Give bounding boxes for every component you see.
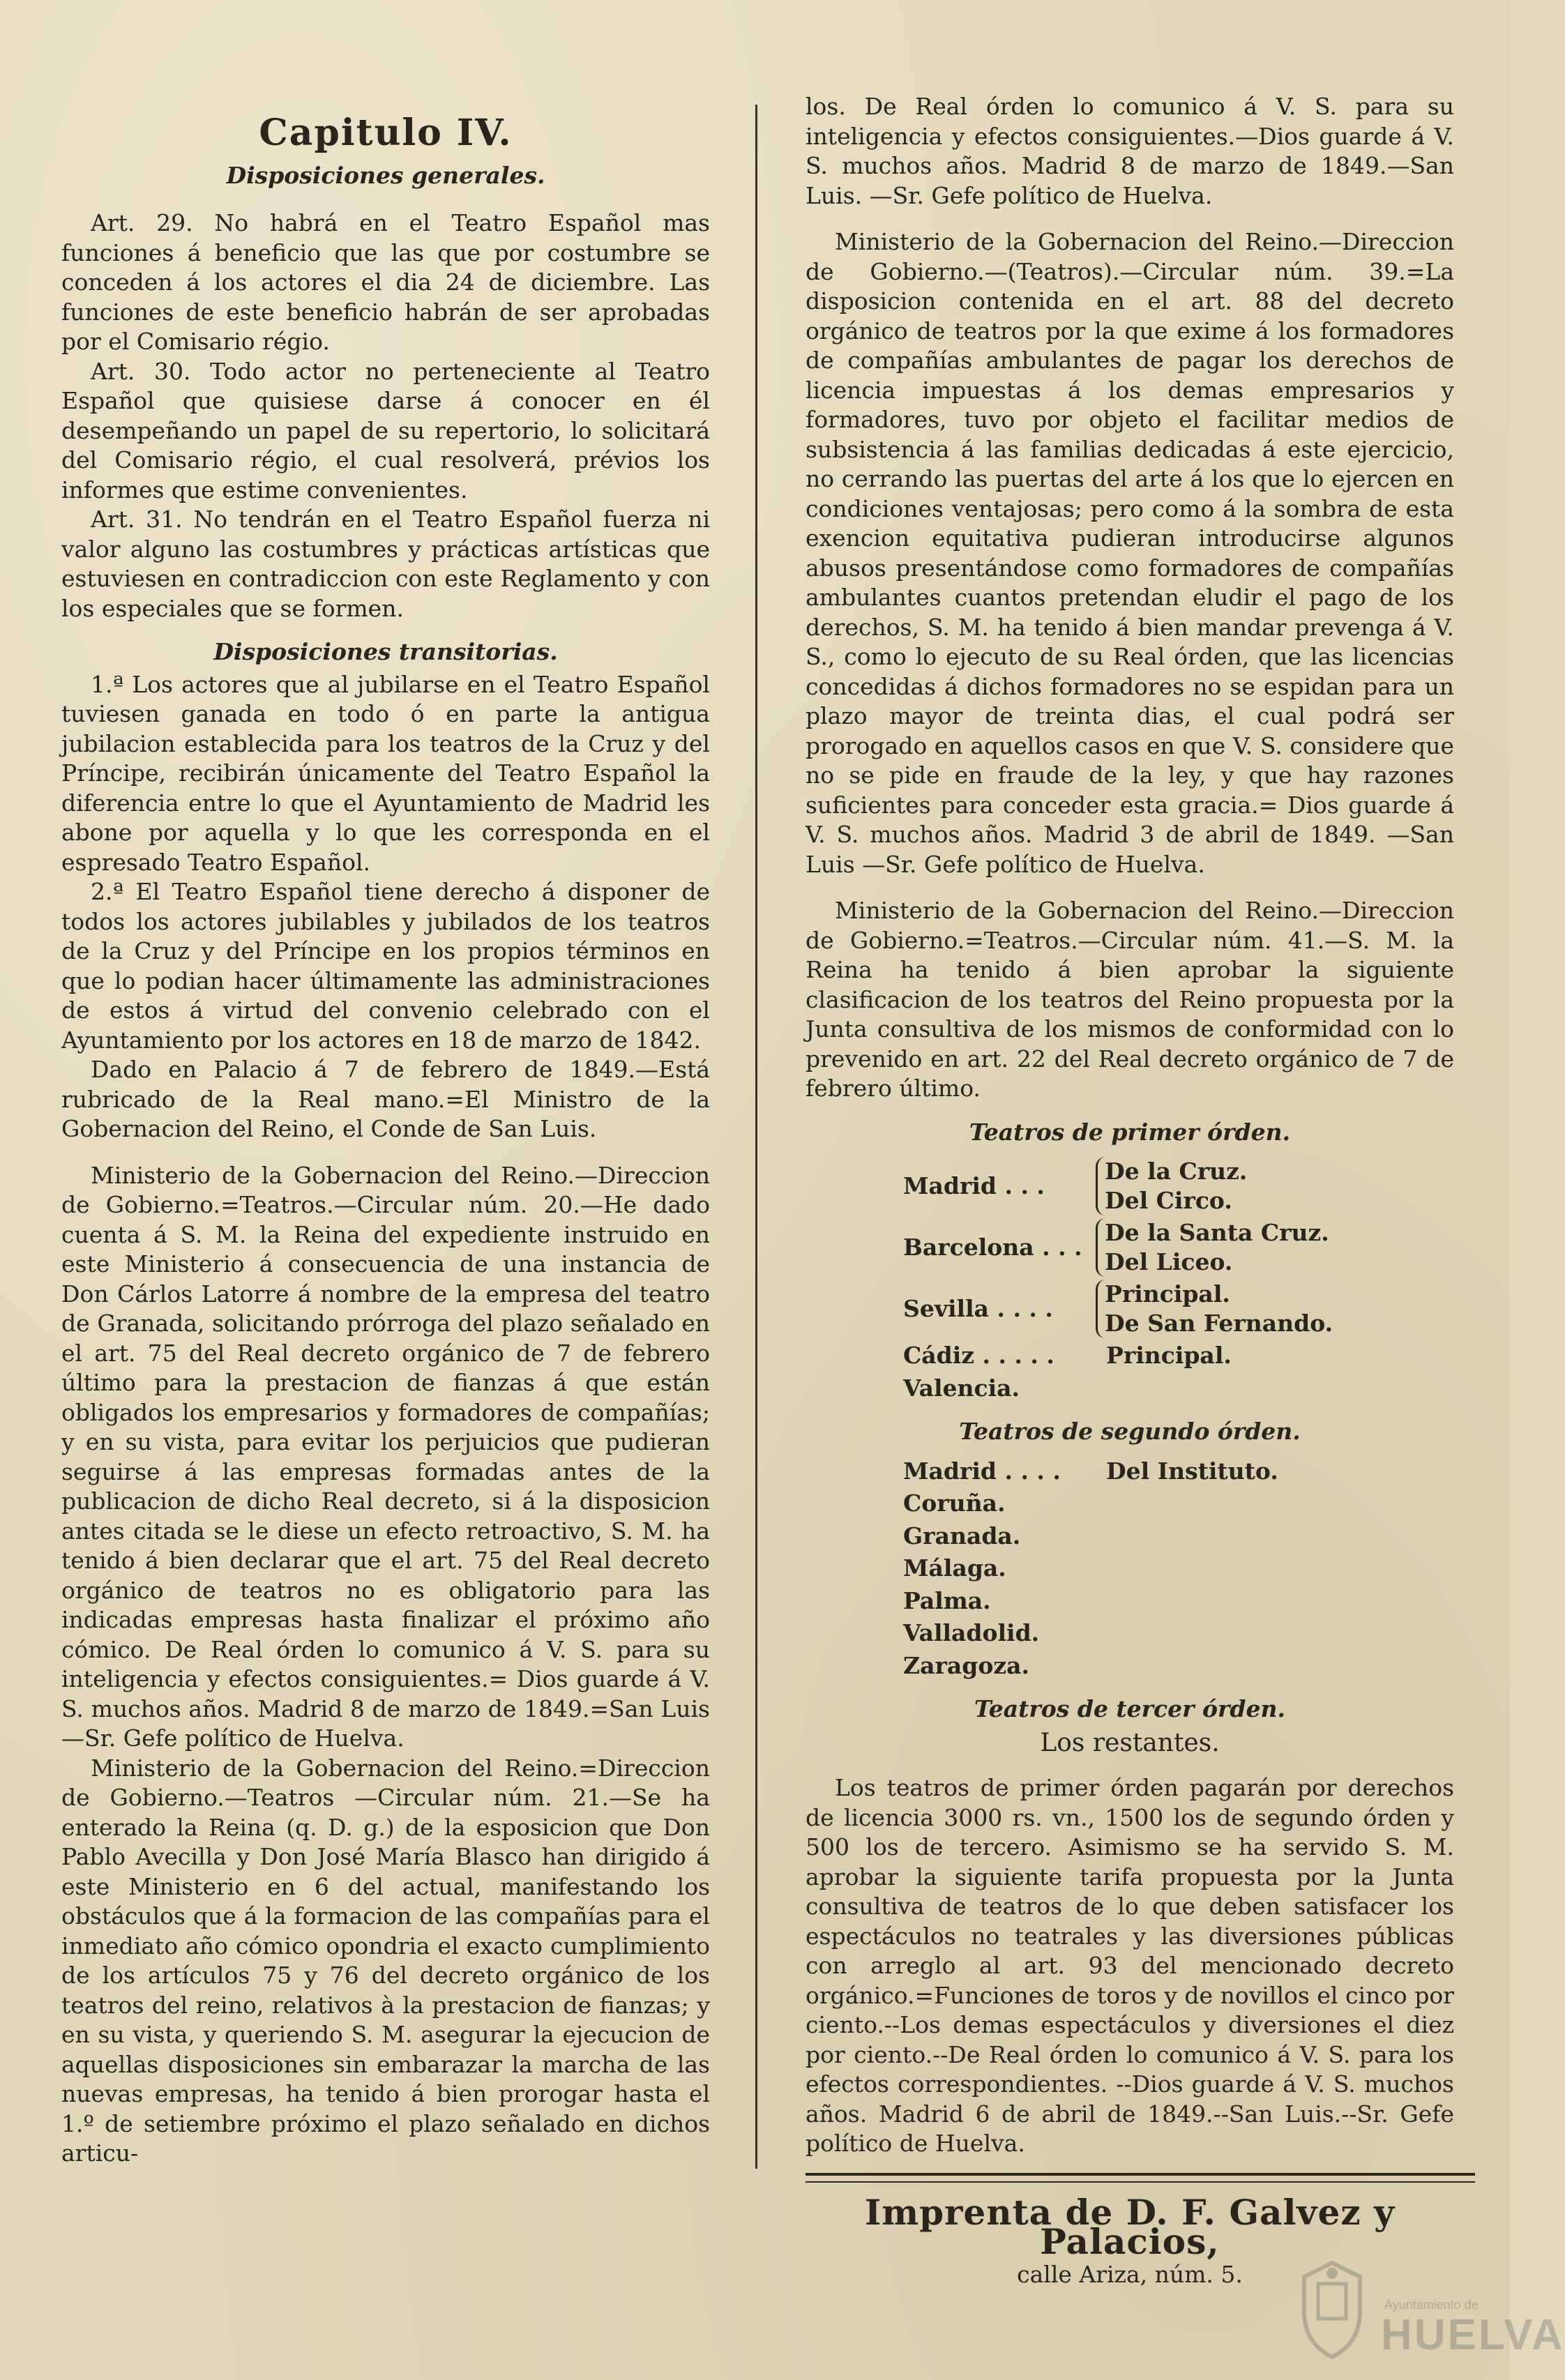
circular-21-continuation: los. De Real órden lo comunico á V. S. para su inteligencia y efectos consiguientes.—Dios guarde á V. S. muchos años. Madrid 8 de marzo de 1849.—San Luis. —Sr. Gefe político de Huelva. bbox=[806, 93, 1454, 209]
second-order-title: Teatros de segundo órden. bbox=[959, 1418, 1301, 1445]
theatre-name: De la Santa Cruz. bbox=[1105, 1219, 1329, 1246]
second-order-table bbox=[903, 1457, 1454, 1681]
second-row bbox=[903, 1457, 1454, 1487]
section-heading-transitory: Disposiciones transitorias. bbox=[213, 638, 558, 665]
theatre-city: Valladolid. bbox=[903, 1619, 1040, 1646]
theatre-city: Valencia. bbox=[903, 1374, 1020, 1402]
theatre-city: Sevilla . . . . bbox=[903, 1294, 1053, 1322]
second-row bbox=[903, 1619, 1454, 1648]
chapter-title: Capitulo IV. bbox=[259, 112, 513, 154]
transitory-1: 1.ª Los actores que al jubilarse en el Teatro Español tuviesen ganada en todo ó en parte la antigua jubilacion establecida para los teatros de la Cruz y del Príncipe, recibirán únicamente del Teatro Español la diferencia entre lo que el Ayuntamiento de Madrid les abone por aquella y lo que les corresponda en el espresado Teatro Español. bbox=[61, 670, 710, 876]
transitory-2: 2.ª El Teatro Español tiene derecho á disponer de todos los actores jubilables y jubilados de los teatros de la Cruz y del Príncipe en los propios términos en que lo podian hacer últimamente las administraciones de estos á virtud del convenio celebrado con el Ayuntamiento por los actores en 18 de marzo de 1842. bbox=[61, 878, 710, 1054]
first-order-table bbox=[903, 1157, 1454, 1403]
theatre-name: De la Cruz. bbox=[1105, 1158, 1248, 1185]
theatre-city: Zaragoza. bbox=[903, 1651, 1029, 1679]
second-row bbox=[903, 1489, 1454, 1519]
section-heading-general: Disposiciones generales. bbox=[226, 161, 545, 189]
first-row bbox=[903, 1280, 1454, 1338]
theatre-name: De San Fernando. bbox=[1105, 1310, 1333, 1337]
second-row bbox=[903, 1651, 1454, 1681]
theatre-names bbox=[1096, 1218, 1329, 1277]
article-30: Art. 30. Todo actor no perteneciente al Teatro Español que quisiese darse á conocer en él desempeñando un papel de su repertorio, lo solicitará del Comisario régio, el cual resolverá, prévios los informes que estime convenientes. bbox=[61, 357, 710, 503]
circular-21: Ministerio de la Gobernacion del Reino.=Direccion de Gobierno.—Teatros —Circular núm. 21.—Se ha enterado la Reina (q. D. g.) de la esposicion que Don Pablo Avecilla y Don José María Blasco han dirigido á este Ministerio en 6 del actual, manifestando los obstáculos que á la formacion de las compañías para el inmediato año cómico opondria el exacto cumplimiento de los artículos 75 y 76 del decreto orgánico de los teatros del reino, relativos à la prestacion de fianzas; y en su vista, y queriendo S. M. asegurar la ejecucion de aquellas disposiciones sin embarazar la marcha de las nuevas empresas, ha tenido á bien prorogar hasta el 1.º de setiembre próximo el plazo señalado en dichos articu- bbox=[61, 1754, 710, 2167]
theatre-city: Barcelona . . . bbox=[903, 1233, 1082, 1261]
first-row bbox=[903, 1218, 1454, 1277]
circular-41: Ministerio de la Gobernacion del Reino.—Direccion de Gobierno.=Teatros.—Circular núm. 41.—S. M. la Reina ha tenido á bien aprobar la siguiente clasificacion de los teatros del Reino propuesta por la Junta consultiva de los mismos de conformidad con lo prevenido en art. 22 del Real decreto orgánico de 7 de febrero último. bbox=[806, 897, 1454, 1102]
theatre-names bbox=[1091, 1457, 1278, 1486]
left-column bbox=[61, 98, 710, 2169]
closing-paragraph: Los teatros de primer órden pagarán por derechos de licencia 3000 rs. vn., 1500 los de segundo órden y 500 los de tercero. Asimismo se ha servido S. M. aprobar la siguiente tarifa propuesta por la Junta consultiva de teatros de lo que deben satisfacer los espectáculos no teatrales y las diversiones públicas con arreglo al art. 93 del mencionado decreto orgánico.=Funciones de toros y de novillos el cinco por ciento.--Los demas espectáculos y diversiones el diez por ciento.--De Real órden lo comunico á V. S. para los efectos correspondientes. --Dios guarde á V. S. muchos años. Madrid 6 de abril de 1849.--San Luis.--Sr. Gefe político de Huelva. bbox=[806, 1774, 1454, 2157]
watermark-label-big: HUELVA bbox=[1381, 2311, 1565, 2359]
printer-address: calle Ariza, núm. 5. bbox=[1017, 2260, 1243, 2288]
decree-signature: Dado en Palacio á 7 de febrero de 1849.—Está rubricado de la Real mano.=El Ministro de la Gobernacion del Reino, el Conde de San Luis. bbox=[61, 1056, 710, 1142]
theatre-city: Madrid . . . bbox=[903, 1172, 1045, 1199]
first-row bbox=[903, 1157, 1454, 1215]
theatre-names bbox=[1091, 1341, 1232, 1370]
third-order-remaining: Los restantes. bbox=[1040, 1728, 1220, 1757]
coat-of-arms-icon bbox=[1290, 2256, 1374, 2360]
theatre-name: Del Liceo. bbox=[1105, 1248, 1233, 1275]
watermark-label-small: Ayuntamiento de bbox=[1384, 2298, 1479, 2312]
circular-20: Ministerio de la Gobernacion del Reino.—Direccion de Gobierno.=Teatros.—Circular núm. 20.—He dado cuenta á S. M. la Reina del expediente instruido en este Ministerio á consecuencia de una instancia de Don Cárlos Latorre á nombre de la empresa del teatro de Granada, solicitando prórroga del plazo señalado en el art. 75 del Real decreto orgánico de 7 de febrero último para la prestacion de fianzas á que están obligados los empresarios y formadores de compañías; y en su vista, para evitar los perjuicios que pudieran seguirse á las empresas formadas antes de la publicacion de dicho Real decreto, si á la disposicion antes citada se le diese un efecto retroactivo, S. M. ha tenido á bien declarar que el art. 75 del Real decreto orgánico de teatros no es obligatorio para las indicadas empresas hasta finalizar el próximo año cómico. De Real órden lo comunico á V. S. para su inteligencia y efectos consiguientes.= Dios guarde á V. S. muchos años. Madrid 8 de marzo de 1849.=San Luis —Sr. Gefe político de Huelva. bbox=[61, 1161, 710, 1752]
theatre-name: Del Instituto. bbox=[1106, 1457, 1278, 1485]
second-row bbox=[903, 1586, 1454, 1616]
article-31: Art. 31. No tendrán en el Teatro Español fuerza ni valor alguno las costumbres y prácticas artísticas que estuviesen en contradiccion con este Reglamento y con los especiales que se formen. bbox=[61, 506, 710, 622]
theatre-city: Málaga. bbox=[903, 1554, 1006, 1582]
theatre-names bbox=[1096, 1280, 1333, 1338]
first-row bbox=[903, 1374, 1454, 1404]
circular-39: Ministerio de la Gobernacion del Reino.—Direccion de Gobierno.—(Teatros).—Circular núm. 39.=La disposicion contenida en el art. 88 del decreto orgánico de teatros por la que exime á los formadores de compañías ambulantes de pagar los derechos de licencia impuestas á los demas empresarios y formadores, tuvo por objeto el facilitar medios de subsistencia á las familias dedicadas á este ejercicio, no cerrando las puertas del arte á los que lo ejercen en condiciones ventajosas; pero como á la sombra de esta exencion equitativa pudieran introducirse algunos abusos presentándose como formadores de compañías ambulantes cuantos pretendan eludir el pago de los derechos, S. M. ha tenido á bien mandar prevenga á V. S., como lo ejecuto de su Real órden, que las licencias concedidas á dichos formadores no se espidan para un plazo mayor de treinta dias, el cual podrá ser prorogado en aquellos casos en que V. S. considere que no se pide en fraude de la ley, y que hay razones suficientes para conceder esta gracia.= Dios guarde á V. S. muchos años. Madrid 3 de abril de 1849. —San Luis —Sr. Gefe político de Huelva. bbox=[806, 228, 1454, 878]
theatre-names bbox=[1096, 1157, 1247, 1215]
first-order-title: Teatros de primer órden. bbox=[969, 1118, 1291, 1146]
second-row bbox=[903, 1554, 1454, 1584]
theatre-city: Madrid . . . . bbox=[903, 1457, 1061, 1485]
third-order-title: Teatros de tercer órden. bbox=[974, 1695, 1285, 1722]
theatre-city: Cádiz . . . . . bbox=[903, 1342, 1054, 1369]
theatre-city: Granada. bbox=[903, 1522, 1021, 1549]
first-row bbox=[903, 1341, 1454, 1371]
theatre-city: Coruña. bbox=[903, 1490, 1006, 1517]
printer-name: Imprenta de D. F. Galvez y Palacios, bbox=[864, 2191, 1396, 2262]
theatre-name: Principal. bbox=[1106, 1342, 1232, 1370]
double-rule-divider bbox=[806, 2173, 1475, 2183]
column-divider bbox=[755, 105, 757, 2169]
second-row bbox=[903, 1522, 1454, 1552]
theatre-name: Del Circo. bbox=[1105, 1187, 1232, 1214]
theatre-city: Palma. bbox=[903, 1586, 991, 1614]
huelva-watermark-logo bbox=[1290, 2256, 1565, 2367]
right-column bbox=[806, 92, 1454, 2289]
article-29: Art. 29. No habrá en el Teatro Español mas funciones á beneficio que las que por costumbre se conceden á los actores el dia 24 de diciembre. Las funciones de este beneficio habrán de ser aprobadas por el Comisario régio. bbox=[61, 209, 710, 355]
theatre-name: Principal. bbox=[1105, 1280, 1230, 1308]
